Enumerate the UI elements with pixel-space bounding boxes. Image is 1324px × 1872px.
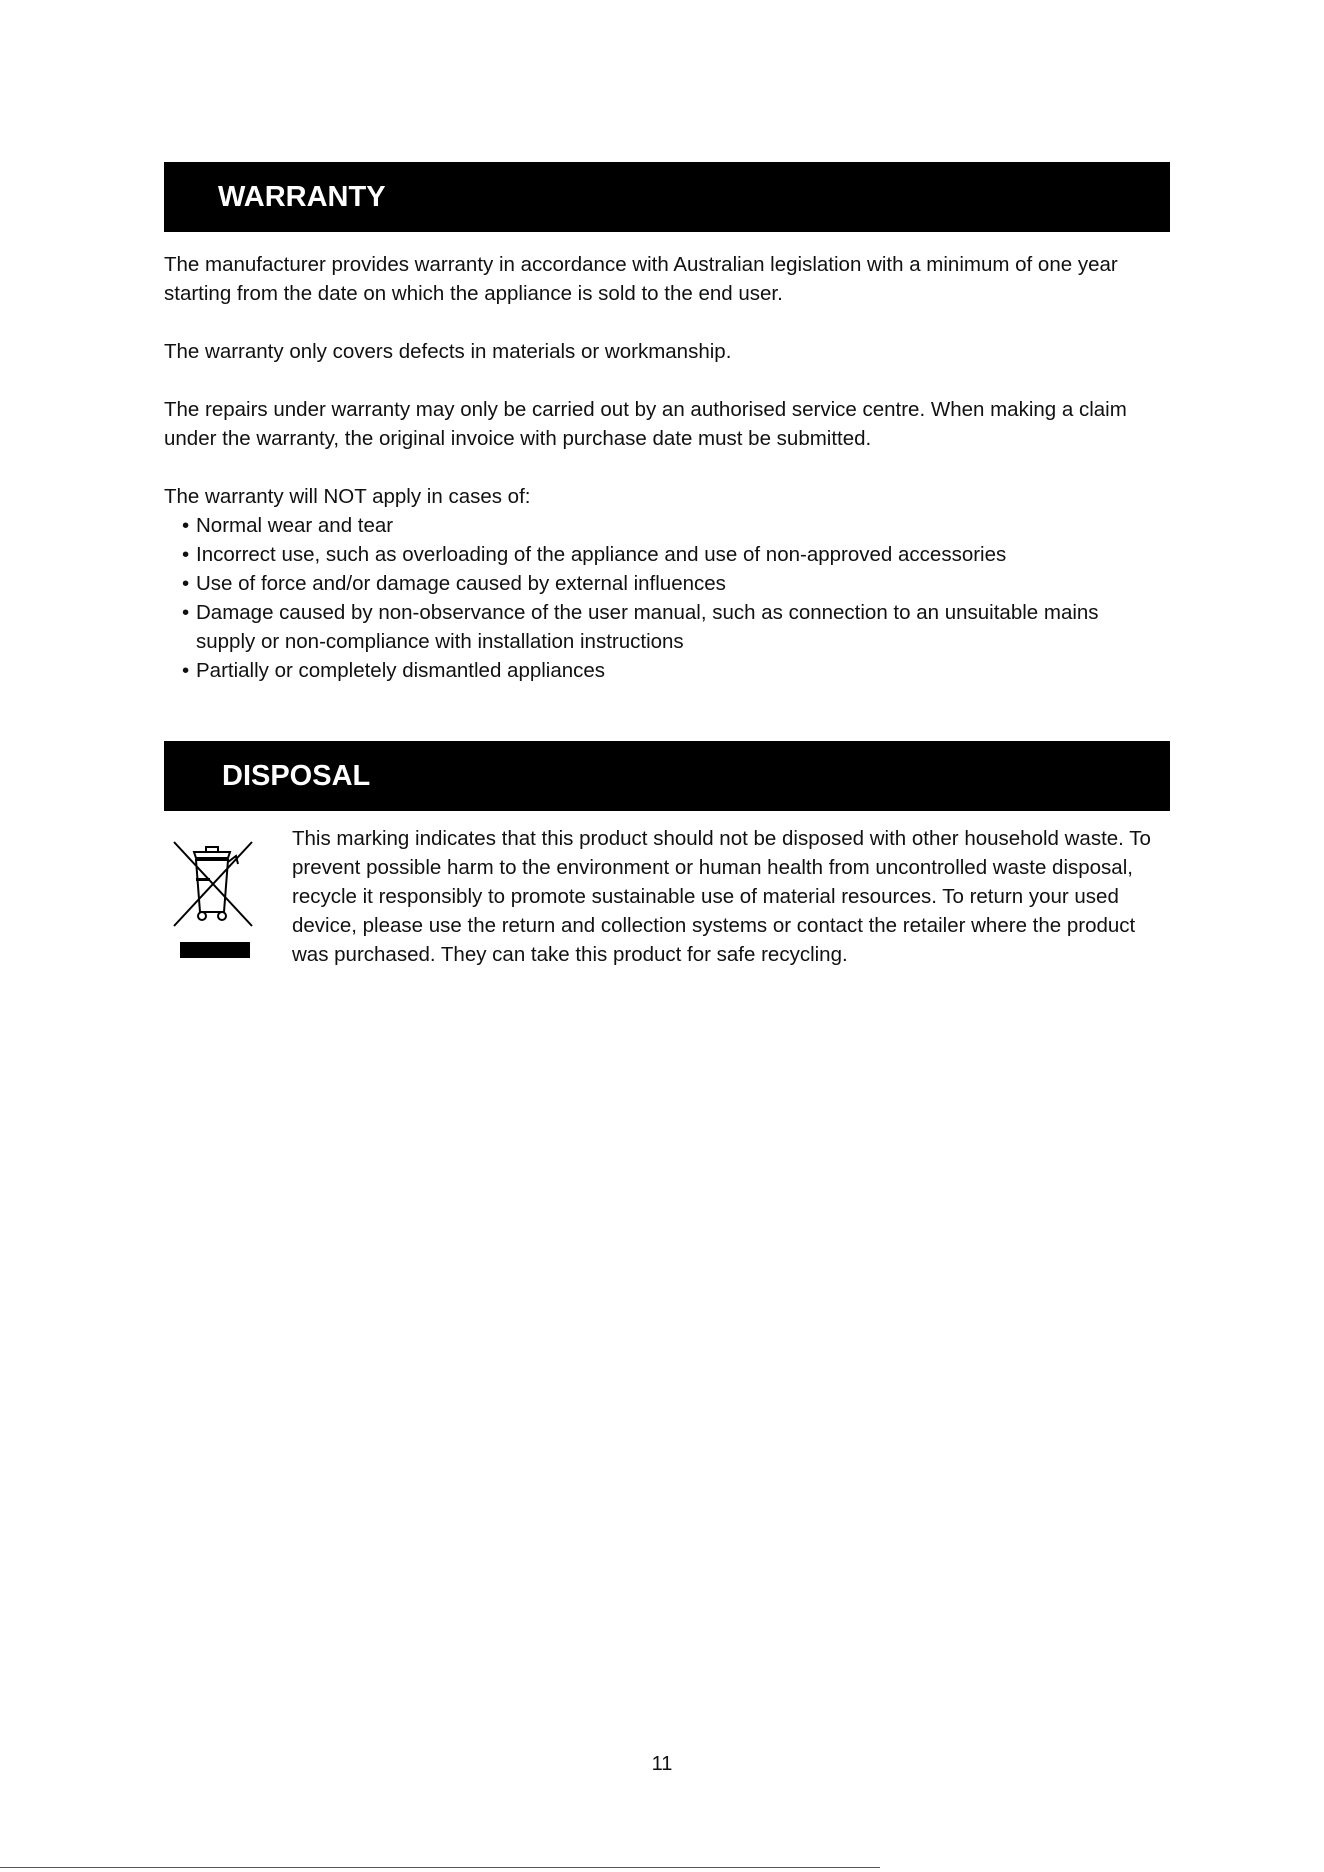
warranty-paragraph-1: The manufacturer provides warranty in accordance with Australian legislation with a minimum of one year starting from the date on which the appliance is sold to the end user. — [164, 253, 1118, 305]
warranty-paragraph-2: The warranty only covers defects in materials or workmanship. — [164, 340, 732, 363]
disposal-text: This marking indicates that this product should not be disposed with other household waste. To prevent possible harm to the environment or human health from uncontrolled waste disposal, recycle it responsibly to promote sustainable use of material resources. To return your used device, please use the return and collection systems or contact the retailer where the product was purchased. They can take this product for safe recycling. — [292, 827, 1151, 966]
exclusion-item: • Damage caused by non-observance of the user manual, such as connection to an unsuitable mains supply or non-compliance with installation instructions — [182, 598, 1126, 656]
exclusion-item: • Normal wear and tear — [182, 511, 1174, 540]
exclusions-list — [164, 511, 1174, 685]
warranty-heading — [164, 162, 1170, 232]
page-number: 11 — [651, 1753, 673, 1775]
exclusions-intro: The warranty will NOT apply in cases of: — [164, 485, 531, 508]
disposal-heading — [164, 741, 1170, 811]
crossed-out-wheelie-bin-icon — [172, 838, 256, 960]
disposal-heading-text: DISPOSAL — [222, 760, 371, 792]
warranty-paragraph-3: The repairs under warranty may only be carried out by an authorised service centre. When making a claim under the warranty, the original invoice with purchase date must be submitted. — [164, 398, 1127, 450]
exclusion-item: • Partially or completely dismantled appliances — [182, 656, 1174, 685]
footer-rule — [0, 1867, 880, 1868]
warranty-heading-text: WARRANTY — [218, 181, 386, 213]
exclusion-item: • Incorrect use, such as overloading of the appliance and use of non-approved accessories — [182, 540, 1174, 569]
warranty-exclusions — [164, 482, 1174, 685]
exclusion-item: • Use of force and/or damage caused by external influences — [182, 569, 1174, 598]
